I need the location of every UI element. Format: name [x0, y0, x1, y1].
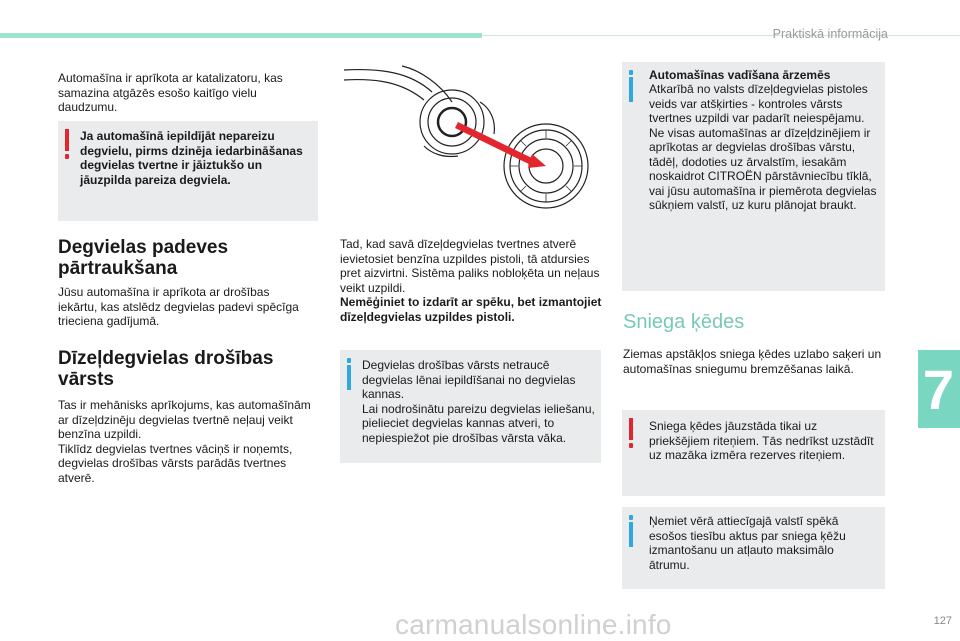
snow-warning-text: Sniega ķēdes jāuzstāda tikai uz priekšējiem riteņiem. Tās nedrīkst uzstādīt uz mazāka izmēra rezerves riteņiem. — [649, 419, 874, 462]
middle-bold-text: Nemēģiniet to izdarīt ar spēku, bet izmantojiet dīzeļdegvielas uzpildes pistoli. — [340, 295, 602, 324]
snow-chains-heading: Sniega ķēdes — [623, 311, 745, 333]
header-accent-bar — [0, 33, 482, 38]
diesel-valve-heading: Dīzeļdegvielas drošības vārsts — [58, 348, 274, 390]
intro-text: Automašīna ir aprīkota ar katalizatoru, kas samazina atgāzēs esošo kaitīgo vielu daudzumu. — [58, 71, 283, 114]
section-title: Praktiskā informācija — [772, 27, 888, 41]
info-icon — [627, 515, 634, 547]
snow-chains-text: Ziemas apstākļos sniega ķēdes uzlabo saķeri un automašīnas sniegumu bremzēšanas laikā. — [623, 347, 882, 376]
diesel-valve-text: Tas ir mehānisks aprīkojums, kas automašīnām ar dīzeļdzinēju degvielas tvertnē neļauj veikt benzīna uzpildi. Tiklīdz degvielas tvertnes vāciņš ir noņemts, degvielas drošības vārsts parādās tvertnes atverē. — [58, 398, 311, 485]
warning-icon — [63, 129, 70, 161]
watermark: carmanualsonline.info — [395, 609, 672, 640]
fuel-filler-illustration — [340, 62, 602, 212]
info-canister-text: Degvielas drošības vārsts netraucē degvielas lēnai iepildīšanai no degvielas kannas. Lai nodrošinātu pareizu degvielas ieliešanu, pielieciet degvielas kannas atveri, to nepiespiežot pie drošības vārsta vāka. — [362, 358, 595, 445]
warning-text: Ja automašīnā iepildījāt nepareizu degvielu, pirms dzinēja iedarbināšanas degvielas tvertne ir jāiztukšo un jāuzpilda pareiza degviela. — [80, 129, 303, 187]
middle-text: Tad, kad savā dīzeļdegvielas tvertnes atverē ievietosiet benzīna uzpildes pistoli, tā atdursies pret aizvirtni. Sistēma paliks nobloķēta un neļaus veikt uzpildi. — [340, 237, 600, 295]
warning-box — [58, 121, 318, 221]
info-icon — [627, 70, 634, 102]
abroad-heading: Automašīnas vadīšana ārzemēs — [649, 68, 831, 82]
header-rule — [482, 35, 960, 36]
warning-icon — [627, 418, 634, 450]
snow-warning-box — [622, 410, 885, 496]
info-icon — [345, 358, 352, 390]
fuel-cutoff-text: Jūsu automašīna ir aprīkota ar drošības iekārtu, kas atslēdz degvielas padevi spēcīga trieciena gadījumā. — [58, 285, 299, 328]
abroad-text: Atkarībā no valsts dīzeļdegvielas pistoles veids var atšķirties - kontroles vārsts tvertnes uzpildi var padarīt neiespējamu. Ne visas automašīnas ar dīzeļdzinējiem ir aprīkotas ar degvielas drošības vārstu, tādēļ, dodoties uz ārvalstīm, iesakām noskaidrot CITROËN pārstāvniecību tīklā, vai jūsu automašīna ir piemērota degvielas sūkņiem valstī, uz kuru plānojat braukt. — [649, 82, 877, 212]
chapter-number: 7 — [922, 358, 954, 421]
page-number: 127 — [933, 615, 952, 627]
snow-info-box — [622, 507, 885, 589]
snow-info-text: Ņemiet vērā attiecīgajā valstī spēkā esošos tiesību aktus par sniega ķēžu izmantošanu un atļauto maksimālo ātrumu. — [649, 514, 846, 572]
info-box-canister — [340, 350, 601, 463]
fuel-cutoff-heading: Degvielas padeves pārtraukšana — [58, 237, 229, 279]
info-box-abroad — [622, 62, 885, 291]
